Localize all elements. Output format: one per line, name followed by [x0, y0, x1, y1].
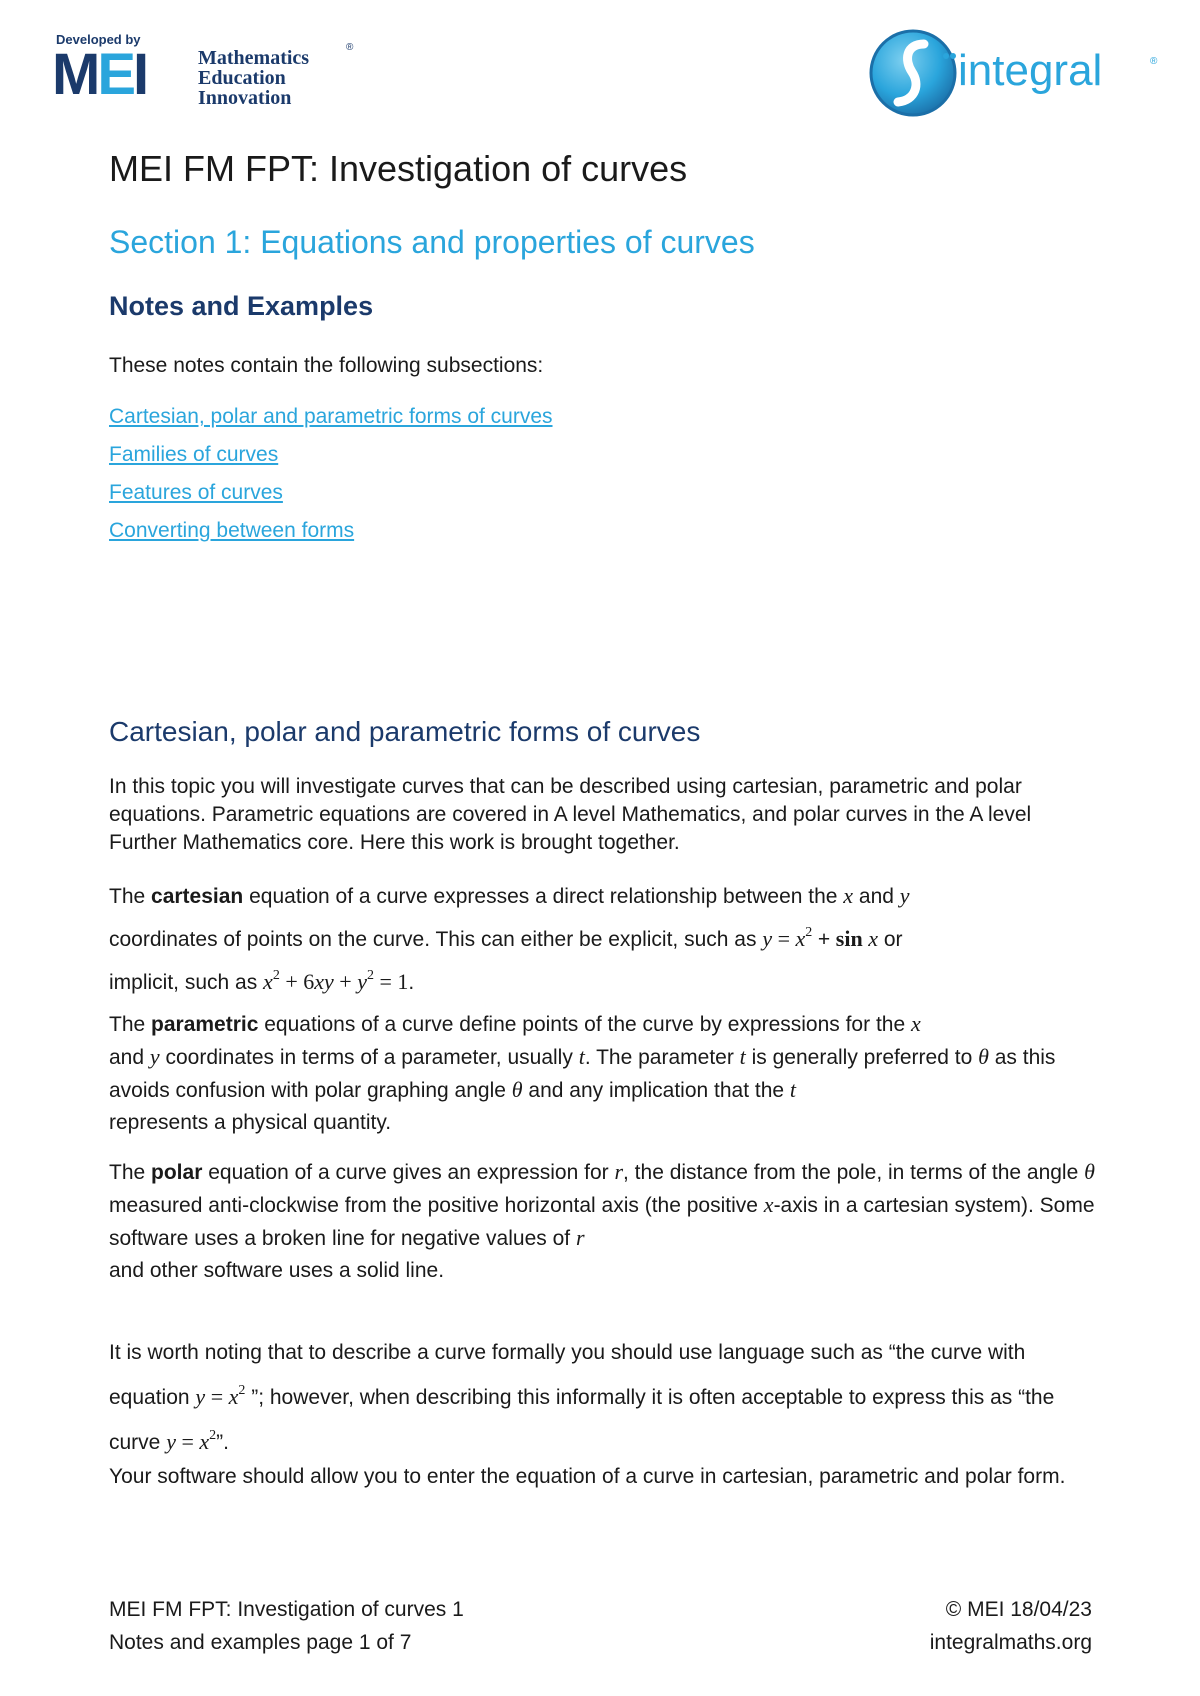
- integral-registered-mark: ®: [1150, 56, 1158, 67]
- document-title: MEI FM FPT: Investigation of curves: [109, 148, 688, 189]
- section-title: Section 1: Equations and properties of curves: [109, 224, 755, 260]
- paragraph-cartesian: The cartesian equation of a curve expresses a direct relationship between the x and y coordinates of points on the curve. This can either be explicit, such as $y = x^2 + \sin x$ or implicit, such as $x^2 + 6xy + y^2 = 1$.: [109, 883, 910, 994]
- mei-wordmark: Mathematics Education Innovation: [198, 47, 310, 109]
- paragraph-parametric: The parametric equations of a curve define points of the curve by expressions for the x and y coordinates in terms of a parameter, usually t. The parameter t is generally preferred to θ as this avoids confusion with polar graphing angle θ and any implication that the t represents a physical quantity.: [109, 1011, 1056, 1134]
- equation-implicit: $x^2 + 6xy + y^2 = 1$: [263, 968, 409, 994]
- paragraph-polar: The polar equation of a curve gives an expression for r, the distance from the pole, in terms of the angle θ measured anti-clockwise from the positive horizontal axis (the positive x-axis in a cartesian system). Some software uses a broken line for negative values of r and other software uses a solid line.: [109, 1159, 1095, 1282]
- footer-copyright: © MEI 18/04/23: [945, 1598, 1092, 1621]
- footer-website: integralmaths.org: [929, 1631, 1092, 1654]
- paragraph-intro: In this topic you will investigate curves that can be described using cartesian, parametric and polar equations. Parametric equations are covered in A level Mathematics, and polar curves in the A level Further Mathematics core. Here this work is brought together.: [109, 775, 1032, 854]
- integral-wordmark: integral: [958, 46, 1103, 95]
- footer-page-number: Notes and examples page 1 of 7: [109, 1631, 412, 1654]
- mei-registered-mark: ®: [346, 42, 354, 53]
- link-cartesian-polar-parametric[interactable]: Cartesian, polar and parametric forms of curves: [109, 405, 553, 428]
- topic-heading: Cartesian, polar and parametric forms of curves: [109, 716, 701, 747]
- notes-heading: Notes and Examples: [109, 291, 374, 321]
- subsection-links: [109, 398, 553, 550]
- integral-logo: [866, 26, 1166, 120]
- footer-left: [109, 1593, 464, 1659]
- equation-y-equals-x-squared-informal: $y = x^2$: [166, 1428, 217, 1454]
- link-families-of-curves[interactable]: Families of curves: [109, 443, 279, 466]
- equation-y-equals-x-squared: $y = x^2$: [195, 1383, 246, 1409]
- footer-right: [930, 1593, 1092, 1659]
- link-converting-between-forms[interactable]: Converting between forms: [109, 519, 355, 542]
- integral-swirl-icon: [866, 26, 960, 120]
- mei-logo: [52, 32, 372, 114]
- paragraph-software: Your software should allow you to enter the equation of a curve in cartesian, parametric and polar form.: [109, 1465, 1066, 1488]
- paragraph-language-note: It is worth noting that to describe a curve formally you should use language such as “the curve with equation $y = x^2$ ”; however, when describing this informally it is often acceptable to express this as “the curve $y = x^2$”.: [109, 1341, 1055, 1454]
- mei-developed-by: Developed by: [56, 32, 141, 47]
- intro-text: These notes contain the following subsections:: [109, 354, 544, 377]
- mei-acronym: MEI: [52, 42, 147, 107]
- link-features-of-curves[interactable]: Features of curves: [109, 481, 283, 504]
- equation-explicit: $y = x^2 + \sin x$: [762, 925, 878, 951]
- footer-document-name: MEI FM FPT: Investigation of curves 1: [109, 1598, 464, 1621]
